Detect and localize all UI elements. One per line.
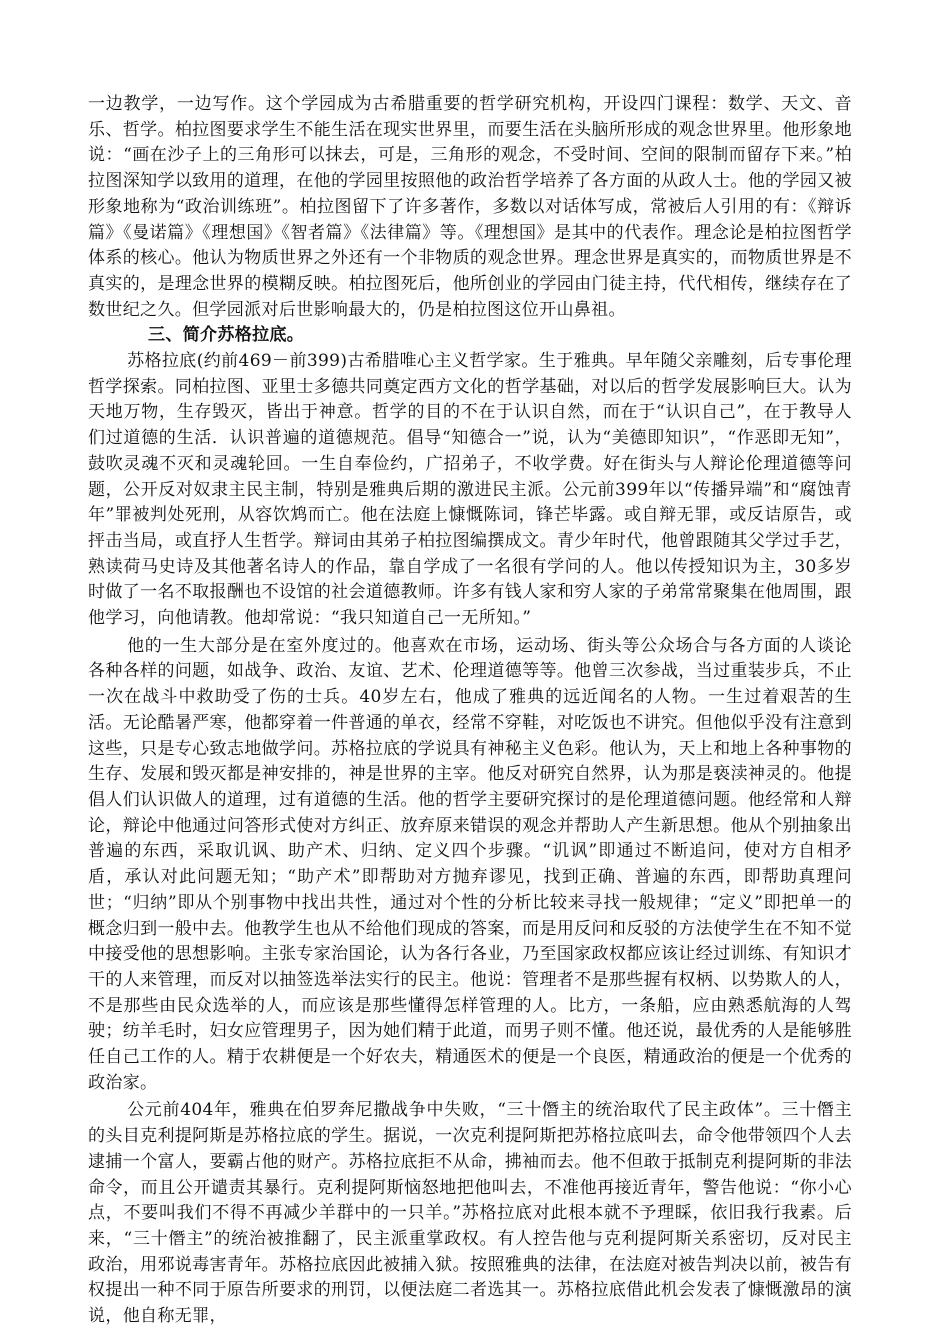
paragraph-plato-academy: 一边教学，一边写作。这个学园成为古希腊重要的哲学研究机构，开设四门课程：数学、天文、音乐、哲学。柏拉图要求学生不能生活在现实世界里，而要生活在头脑所形成的观念世界里。他形象地说：“画在沙子上的三角形可以抹去，可是，三角形的观念，不受时间、空间的限制而留存下来。”柏拉图深知学以致用的道理，在他的学园里按照他的政治哲学培养了各方面的从政人士。他的学园又被形象地称为“政治训练班”。柏拉图留下了许多著作，多数以对话体写成，常被后人引用的有：《辩诉篇》《曼诺篇》《理想国》《智者篇》《法律篇》等。《理想国》是其中的代表作。理念论是柏拉图哲学体系的核心。他认为物质世界之外还有一个非物质的观念世界。理念世界是真实的，而物质世界是不真实的，是理念世界的模糊反映。柏拉图死后，他所创业的学园由门徒主持，代代相传，继续存在了数世纪之久。但学园派对后世影响最大的，仍是柏拉图这位开山鼻祖。 xyxy=(88,94,852,320)
paragraph-socrates-life: 他的一生大部分是在室外度过的。他喜欢在市场，运动场、街头等公众场合与各方面的人谈论各种各样的问题，如战争、政治、友谊、艺术、伦理道德等等。他曾三次参战，当过重装步兵，不止一次在战斗中救助受了伤的士兵。40岁左右，他成了雅典的远近闻名的人物。一生过着艰苦的生活。无论酷暑严寒，他都穿着一件普通的单衣，经常不穿鞋，对吃饭也不讲究。但他似乎没有注意到这些，只是专心致志地做学问。苏格拉底的学说具有神秘主义色彩。他认为，天上和地上各种事物的生存、发展和毁灭都是神安排的，神是世界的主宰。他反对研究自然界，认为那是亵渎神灵的。他提倡人们认识做人的道理，过有道德的生活。他的哲学主要研究探讨的是伦理道德问题。他经常和人辩论，辩论中他通过问答形式使对方纠正、放弃原来错误的观念并帮助人产生新思想。他从个别抽象出普遍的东西，采取讥讽、助产术、归纳、定义四个步骤。“讥讽”即通过不断追问，使对方自相矛盾，承认对此问题无知；“助产术”即帮助对方抛弃谬见，找到正确、普遍的东西，即帮助真理问世；“归纳”即从个别事物中找出共性，通过对个性的分析比较来寻找一般规律；“定义”即把单一的概念归到一般中去。他教学生也从不给他们现成的答案，而是用反问和反驳的方法使学生在不知不觉中接受他的思想影响。主张专家治国论，认为各行各业，乃至国家政权都应该让经过训练、有知识才干的人来管理，而反对以抽签选举法实行的民主。他说：管理者不是那些握有权柄、以势欺人的人，不是那些由民众选举的人，而应该是那些懂得怎样管理的人。比方，一条船，应由熟悉航海的人驾驶；纺羊毛时，妇女应管理男子，因为她们精于此道，而男子则不懂。他还说，最优秀的人是能够胜任自己工作的人。精于农耕便是一个好农夫，精通医术的便是一个良医，精通政治的便是一个优秀的政治家。 xyxy=(88,635,852,1093)
document-page xyxy=(88,92,852,1330)
paragraph-thirty-tyrants: 公元前404年，雅典在伯罗奔尼撒战争中失败，“三十僭主的统治取代了民主政体”。三十僭主的头目克利提阿斯是苏格拉底的学生。据说，一次克利提阿斯把苏格拉底叫去，命令他带领四个人去逮捕一个富人，要霸占他的财产。苏格拉底拒不从命，拂袖而去。他不但敢于抵制克利提阿斯的非法命令，而且公开谴责其暴行。克利提阿斯恼怒地把他叫去，不准他再接近青年，警告他说：“你小心点，不要叫我们不得不再减少羊群中的一只羊。”苏格拉底对此根本就不予理睬，依旧我行我素。后来，“三十僭主”的统治被推翻了，民主派重掌政权。有人控告他与克利提阿斯关系密切，反对民主政治，用邪说毒害青年。苏格拉底因此被捕入狱。按照雅典的法律，在法庭对被告判决以前，被告有权提出一种不同于原告所要求的刑罚，以便法庭二者选其一。苏格拉底借此机会发表了慷慨激昂的演说，他自称无罪， xyxy=(88,1100,852,1327)
section-heading: 三、简介苏格拉底。 xyxy=(148,325,305,346)
paragraph-socrates-intro: 苏格拉底(约前469－前399)古希腊唯心主义哲学家。生于雅典。早年随父亲雕刻，后专事伦理哲学探索。同柏拉图、亚里士多德共同奠定西方文化的哲学基础，对以后的哲学发展影响巨大。认为天地万物，生存毁灭，皆出于神意。哲学的目的不在于认识自然，而在于“认识自己”，在于教导人们过道德的生活．认识普遍的道德规范。倡导“知德合一”说，认为“美德即知识”，“作恶即无知”，鼓吹灵魂不灭和灵魂轮回。一生自奉俭约，广招弟子，不收学费。好在街头与人辩论伦理道德等问题，公开反对奴隶主民主制，特别是雅典后期的激进民主派。公元前399年以“传播异端”和“腐蚀青年”罪被判处死刑，从容饮鸩而亡。他在法庭上慷慨陈词，锋芒毕露。或自辩无罪，或反诘原告，或抨击当局，或直抒人生哲学。辩词由其弟子柏拉图编撰成文。青少年时代，他曾跟随其父学过手艺，熟读荷马史诗及其他著名诗人的作品，靠自学成了一名很有学问的人。他以传授知识为主，30多岁时做了一名不取报酬也不设馆的社会道德教师。许多有钱人家和穷人家的子弟常常聚集在他周围，跟他学习，向他请教。他却常说：“我只知道自己一无所知。” xyxy=(88,351,852,629)
